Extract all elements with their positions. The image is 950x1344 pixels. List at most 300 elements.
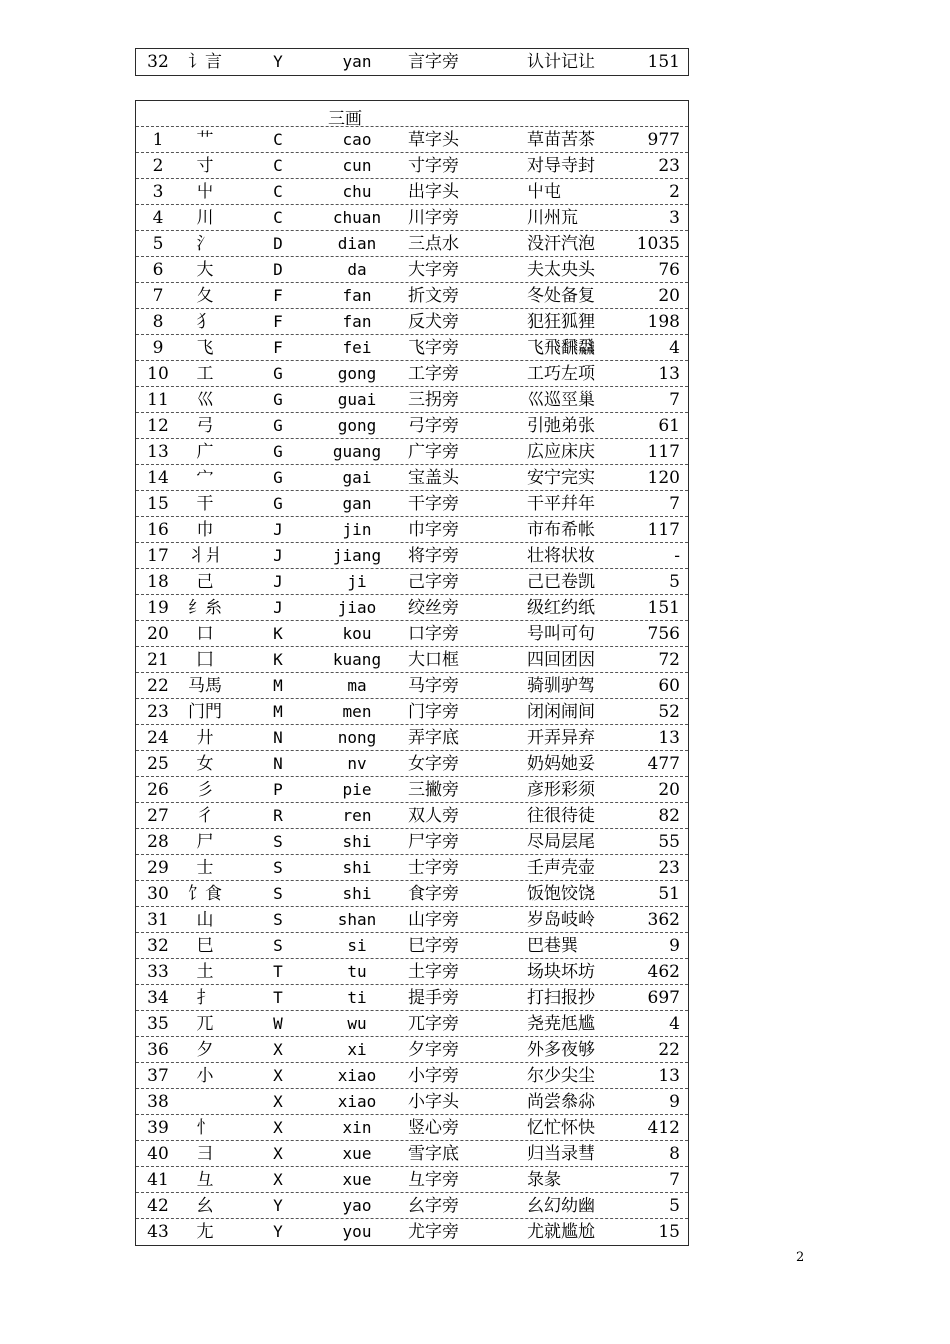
radical-name: 绞丝旁 [408, 598, 459, 618]
index-letter: C [273, 156, 283, 175]
table-row [136, 985, 688, 1011]
character-count: 15 [658, 1222, 680, 1242]
character-count: 198 [647, 312, 680, 332]
example-characters: 岁岛岐岭 [527, 910, 595, 930]
pinyin: ren [342, 806, 372, 825]
row-number: 27 [147, 806, 169, 826]
pinyin: dian [337, 234, 377, 253]
character-count: 977 [647, 130, 680, 150]
row-number: 2 [152, 156, 164, 176]
pinyin: chu [342, 182, 372, 201]
index-letter: X [273, 1092, 283, 1111]
index-letter: P [273, 780, 283, 799]
table-row [136, 621, 688, 647]
radical-name: 竖心旁 [408, 1118, 459, 1138]
radical-name: 宝盖头 [408, 468, 459, 488]
row-number: 13 [147, 442, 169, 462]
character-count: 23 [658, 858, 680, 878]
character-count: 2 [669, 182, 680, 202]
example-characters: 对导寺封 [527, 156, 595, 176]
example-characters: 己已卷凯 [527, 572, 595, 592]
radical-name: 大口框 [408, 650, 459, 670]
table-row [136, 1167, 688, 1193]
pinyin: kou [342, 624, 372, 643]
table-row [136, 283, 688, 309]
radical-name: 折文旁 [408, 286, 459, 306]
index-letter: X [273, 1118, 283, 1137]
index-letter: X [273, 1170, 283, 1189]
index-letter: S [273, 936, 283, 955]
radical-glyph: 忄 [196, 1118, 214, 1138]
radical-name: 兀字旁 [408, 1014, 459, 1034]
pinyin: pie [342, 780, 372, 799]
example-characters: 彦形彩须 [527, 780, 595, 800]
table-row [136, 205, 688, 231]
row-number: 34 [147, 988, 169, 1008]
radical-name: 将字旁 [408, 546, 459, 566]
row-number: 32 [147, 936, 169, 956]
pinyin: fan [342, 312, 372, 331]
row-number: 22 [147, 676, 169, 696]
character-count: 9 [669, 1092, 680, 1112]
row-number: 9 [152, 338, 164, 358]
row-number: 37 [147, 1066, 169, 1086]
table-row [136, 647, 688, 673]
row-number: 3 [152, 182, 164, 202]
example-characters: 広应床庆 [527, 442, 595, 462]
table-row [136, 881, 688, 907]
pinyin: shi [342, 884, 372, 903]
row-number: 20 [147, 624, 169, 644]
pinyin: shi [342, 832, 372, 851]
table-row [136, 439, 688, 465]
pinyin: jin [342, 520, 372, 539]
table-row [136, 413, 688, 439]
example-characters: 尚尝叅尛 [527, 1092, 595, 1112]
radical-glyph: 彳 [196, 806, 214, 826]
character-count: 20 [658, 780, 680, 800]
character-count: 477 [647, 754, 680, 774]
index-letter: G [273, 468, 283, 487]
row-number: 42 [147, 1196, 169, 1216]
radical-glyph: 夕 [196, 1040, 214, 1060]
row-number: 21 [147, 650, 169, 670]
example-characters: 夫太央头 [527, 260, 595, 280]
table-row [136, 595, 688, 621]
index-letter: S [273, 858, 283, 877]
example-characters: 尤就尴尬 [527, 1222, 595, 1242]
index-letter: N [273, 754, 283, 773]
pinyin: xue [342, 1144, 372, 1163]
character-count: 76 [658, 260, 680, 280]
radical-name: 尸字旁 [408, 832, 459, 852]
row-number: 1 [152, 130, 164, 150]
character-count: 23 [658, 156, 680, 176]
character-count: 72 [658, 650, 680, 670]
radical-glyph: 川 [196, 208, 214, 228]
character-count: 52 [658, 702, 680, 722]
example-characters: 奶妈她妥 [527, 754, 595, 774]
row-number: 38 [147, 1092, 169, 1112]
radical-name: 大字旁 [408, 260, 459, 280]
index-letter: J [273, 572, 283, 591]
character-count: 8 [669, 1144, 680, 1164]
index-letter: C [273, 208, 283, 227]
radical-glyph: 丬爿 [188, 546, 222, 566]
radical-glyph: 女 [196, 754, 214, 774]
index-letter: N [273, 728, 283, 747]
pinyin: gong [337, 364, 377, 383]
index-letter: Y [273, 1222, 283, 1241]
character-count: 412 [647, 1118, 680, 1138]
pinyin: si [347, 936, 367, 955]
row-number: 30 [147, 884, 169, 904]
pinyin: gai [342, 468, 372, 487]
pinyin: guang [332, 442, 382, 461]
pinyin: chuan [332, 208, 382, 227]
radical-name: 幺字旁 [408, 1196, 459, 1216]
character-count: 697 [647, 988, 680, 1008]
example-characters: 级红约纸 [527, 598, 595, 618]
radical-name: 夕字旁 [408, 1040, 459, 1060]
table-row [136, 751, 688, 777]
index-letter: S [273, 884, 283, 903]
row-number: 43 [147, 1222, 169, 1242]
character-count: 55 [658, 832, 680, 852]
radical-name: 食字旁 [408, 884, 459, 904]
example-characters: 场块坏坊 [527, 962, 595, 982]
radical-glyph: 兀 [196, 1014, 214, 1034]
radical-name: 反犬旁 [408, 312, 459, 332]
example-characters: 忆忙怀快 [527, 1118, 595, 1138]
table-row [136, 231, 688, 257]
radical-glyph: 巾 [196, 520, 214, 540]
radical-glyph: 纟糸 [188, 598, 222, 618]
pinyin: fei [342, 338, 372, 357]
radical-name: 土字旁 [408, 962, 459, 982]
example-characters: 认计记让 [527, 52, 595, 72]
radical-name: 门字旁 [408, 702, 459, 722]
example-characters: 外多夜够 [527, 1040, 595, 1060]
example-characters: 犯狂狐狸 [527, 312, 595, 332]
example-characters: 尔少尖尘 [527, 1066, 595, 1086]
radical-name: 提手旁 [408, 988, 459, 1008]
table-row [136, 725, 688, 751]
table-row [136, 829, 688, 855]
example-characters: 壬声壳壶 [527, 858, 595, 878]
radical-name: 小字旁 [408, 1066, 459, 1086]
index-letter: J [273, 520, 283, 539]
radical-glyph: 幺 [196, 1196, 214, 1216]
row-number: 19 [147, 598, 169, 618]
table-row [136, 907, 688, 933]
pinyin: yao [342, 1196, 372, 1215]
example-characters: 没汗汽泡 [527, 234, 595, 254]
index-letter: D [273, 260, 283, 279]
radical-name: 川字旁 [408, 208, 459, 228]
pinyin: nv [347, 754, 367, 773]
table-row [136, 1089, 688, 1115]
table-row [136, 153, 688, 179]
pinyin: shi [342, 858, 372, 877]
character-count: 13 [658, 728, 680, 748]
radical-glyph: 口 [196, 624, 214, 644]
radical-glyph: 门門 [188, 702, 222, 722]
row-number: 25 [147, 754, 169, 774]
character-count: 1035 [636, 234, 680, 254]
table-row [136, 777, 688, 803]
row-number: 36 [147, 1040, 169, 1060]
radical-glyph: 尸 [196, 832, 214, 852]
index-letter: W [273, 1014, 283, 1033]
example-characters: 往很待徒 [527, 806, 595, 826]
index-letter: F [273, 338, 283, 357]
radical-glyph: 己 [196, 572, 214, 592]
index-letter: D [273, 234, 283, 253]
pinyin: gong [337, 416, 377, 435]
example-characters: 尧尭尪尴 [527, 1014, 595, 1034]
radical-glyph: 寸 [196, 156, 214, 176]
pinyin: shan [337, 910, 377, 929]
row-number: 35 [147, 1014, 169, 1034]
pinyin: gan [342, 494, 372, 513]
character-count: 5 [669, 1196, 680, 1216]
main-radical-table [135, 100, 689, 1246]
pinyin: guai [337, 390, 377, 409]
radical-glyph: 飞 [196, 338, 214, 358]
radical-glyph: 彐 [196, 1144, 214, 1164]
radical-name: 己字旁 [408, 572, 459, 592]
radical-glyph: 宀 [196, 468, 214, 488]
character-count: 82 [658, 806, 680, 826]
character-count: 7 [669, 1170, 680, 1190]
table-row [136, 959, 688, 985]
radical-name: 飞字旁 [408, 338, 459, 358]
index-letter: G [273, 416, 283, 435]
pinyin: cun [342, 156, 372, 175]
table-row [136, 517, 688, 543]
pinyin: jiang [332, 546, 382, 565]
row-number: 5 [152, 234, 164, 254]
example-characters: 幺幻幼幽 [527, 1196, 595, 1216]
pinyin: xin [342, 1118, 372, 1137]
radical-name: 女字旁 [408, 754, 459, 774]
character-count: 151 [647, 52, 680, 72]
index-letter: X [273, 1066, 283, 1085]
radical-name: 三拐旁 [408, 390, 459, 410]
pinyin: wu [347, 1014, 367, 1033]
table-row [136, 465, 688, 491]
example-characters: 号叫可句 [527, 624, 595, 644]
character-count: 60 [658, 676, 680, 696]
radical-glyph: 尢 [196, 1222, 214, 1242]
radical-glyph: 工 [196, 364, 214, 384]
row-number: 41 [147, 1170, 169, 1190]
radical-name: 寸字旁 [408, 156, 459, 176]
row-number: 16 [147, 520, 169, 540]
example-characters: 饭饱饺饶 [527, 884, 595, 904]
example-characters: 屮屯 [527, 182, 561, 202]
radical-name: 士字旁 [408, 858, 459, 878]
row-number: 18 [147, 572, 169, 592]
radical-name: 彑字旁 [408, 1170, 459, 1190]
pinyin: xiao [337, 1066, 377, 1085]
character-count: 9 [669, 936, 680, 956]
radical-glyph: 夂 [196, 286, 214, 306]
example-characters: 四回团因 [527, 650, 595, 670]
radical-name: 小字头 [408, 1092, 459, 1112]
index-letter: G [273, 442, 283, 461]
radical-glyph: 山 [196, 910, 214, 930]
table-row [136, 127, 688, 153]
radical-glyph: 弓 [196, 416, 214, 436]
row-number: 31 [147, 910, 169, 930]
character-count: 5 [669, 572, 680, 592]
example-characters: 安宁完实 [527, 468, 595, 488]
table-row [136, 387, 688, 413]
pinyin: tu [347, 962, 367, 981]
radical-name: 言字旁 [408, 52, 459, 72]
example-characters: 引弛弟张 [527, 416, 595, 436]
character-count: 13 [658, 1066, 680, 1086]
top-radical-table [135, 48, 689, 76]
index-letter: G [273, 390, 283, 409]
radical-glyph: 小 [196, 1066, 214, 1086]
table-row [136, 1219, 688, 1245]
row-number: 4 [152, 208, 164, 228]
radical-glyph: 士 [196, 858, 214, 878]
radical-name: 三点水 [408, 234, 459, 254]
pinyin: cao [342, 130, 372, 149]
index-letter: C [273, 182, 283, 201]
pinyin: nong [337, 728, 377, 747]
example-characters: 飞飛飜飝 [527, 338, 595, 358]
radical-name: 干字旁 [408, 494, 459, 514]
index-letter: C [273, 130, 283, 149]
radical-name: 口字旁 [408, 624, 459, 644]
table-row [136, 543, 688, 569]
pinyin: ti [347, 988, 367, 1007]
table-row [136, 933, 688, 959]
example-characters: 冬处备复 [527, 286, 595, 306]
radical-name: 工字旁 [408, 364, 459, 384]
example-characters: 闭闲闹间 [527, 702, 595, 722]
radical-glyph: 氵 [196, 234, 214, 254]
character-count: 117 [647, 442, 680, 462]
radical-glyph: 屮 [196, 182, 214, 202]
character-count: 61 [658, 416, 680, 436]
pinyin: kuang [332, 650, 382, 669]
pinyin: da [347, 260, 367, 279]
example-characters: 尽局层尾 [527, 832, 595, 852]
radical-name: 弓字旁 [408, 416, 459, 436]
character-count: 3 [669, 208, 680, 228]
row-number: 6 [152, 260, 164, 280]
radical-name: 巳字旁 [408, 936, 459, 956]
character-count: 756 [647, 624, 680, 644]
index-letter: X [273, 1144, 283, 1163]
radical-name: 广字旁 [408, 442, 459, 462]
index-letter: R [273, 806, 283, 825]
table-row [136, 1063, 688, 1089]
radical-glyph: 扌 [196, 988, 214, 1008]
table-row [136, 335, 688, 361]
index-letter: M [273, 676, 283, 695]
row-number: 15 [147, 494, 169, 514]
example-characters: 市布希帐 [527, 520, 595, 540]
row-number: 17 [147, 546, 169, 566]
index-letter: M [273, 702, 283, 721]
character-count: 22 [658, 1040, 680, 1060]
character-count: 7 [669, 494, 680, 514]
table-row [136, 1141, 688, 1167]
pinyin: you [342, 1222, 372, 1241]
example-characters: 巴巷巽 [527, 936, 578, 956]
radical-name: 出字头 [408, 182, 459, 202]
index-letter: G [273, 494, 283, 513]
radical-glyph: 彑 [196, 1170, 214, 1190]
example-characters: 骑驯驴驾 [527, 676, 595, 696]
row-number: 8 [152, 312, 164, 332]
index-letter: S [273, 832, 283, 851]
index-letter: F [273, 312, 283, 331]
row-number: 40 [147, 1144, 169, 1164]
row-number: 26 [147, 780, 169, 800]
table-row [136, 1193, 688, 1219]
table-row [136, 257, 688, 283]
radical-name: 三撇旁 [408, 780, 459, 800]
table-row [136, 491, 688, 517]
table-row [136, 855, 688, 881]
radical-glyph: 巛 [196, 390, 214, 410]
radical-glyph: 廾 [196, 728, 214, 748]
index-letter: X [273, 1040, 283, 1059]
character-count: 20 [658, 286, 680, 306]
character-count: 4 [669, 338, 680, 358]
table-row [136, 1037, 688, 1063]
radical-glyph: 巳 [196, 936, 214, 956]
radical-name: 马字旁 [408, 676, 459, 696]
character-count: 462 [647, 962, 680, 982]
page-number: 2 [796, 1250, 805, 1265]
table-row [136, 673, 688, 699]
row-number: 7 [152, 286, 164, 306]
index-letter: Y [273, 52, 283, 71]
row-number: 28 [147, 832, 169, 852]
radical-name: 巾字旁 [408, 520, 459, 540]
character-count: 120 [647, 468, 680, 488]
table-row [136, 803, 688, 829]
table-row [136, 179, 688, 205]
character-count: 51 [658, 884, 680, 904]
radical-name: 雪字底 [408, 1144, 459, 1164]
example-characters: 开弄异弃 [527, 728, 595, 748]
example-characters: 壮将状妆 [527, 546, 595, 566]
radical-glyph: 犭 [196, 312, 214, 332]
table-row [136, 49, 688, 75]
pinyin: xue [342, 1170, 372, 1189]
radical-glyph: 艹 [196, 130, 214, 150]
character-count: 7 [669, 390, 680, 410]
radical-name: 草字头 [408, 130, 459, 150]
radical-name: 尤字旁 [408, 1222, 459, 1242]
row-number: 24 [147, 728, 169, 748]
radical-name: 山字旁 [408, 910, 459, 930]
section-header-row [136, 101, 688, 127]
table-row [136, 309, 688, 335]
index-letter: S [273, 910, 283, 929]
radical-glyph: 饣食 [188, 884, 222, 904]
